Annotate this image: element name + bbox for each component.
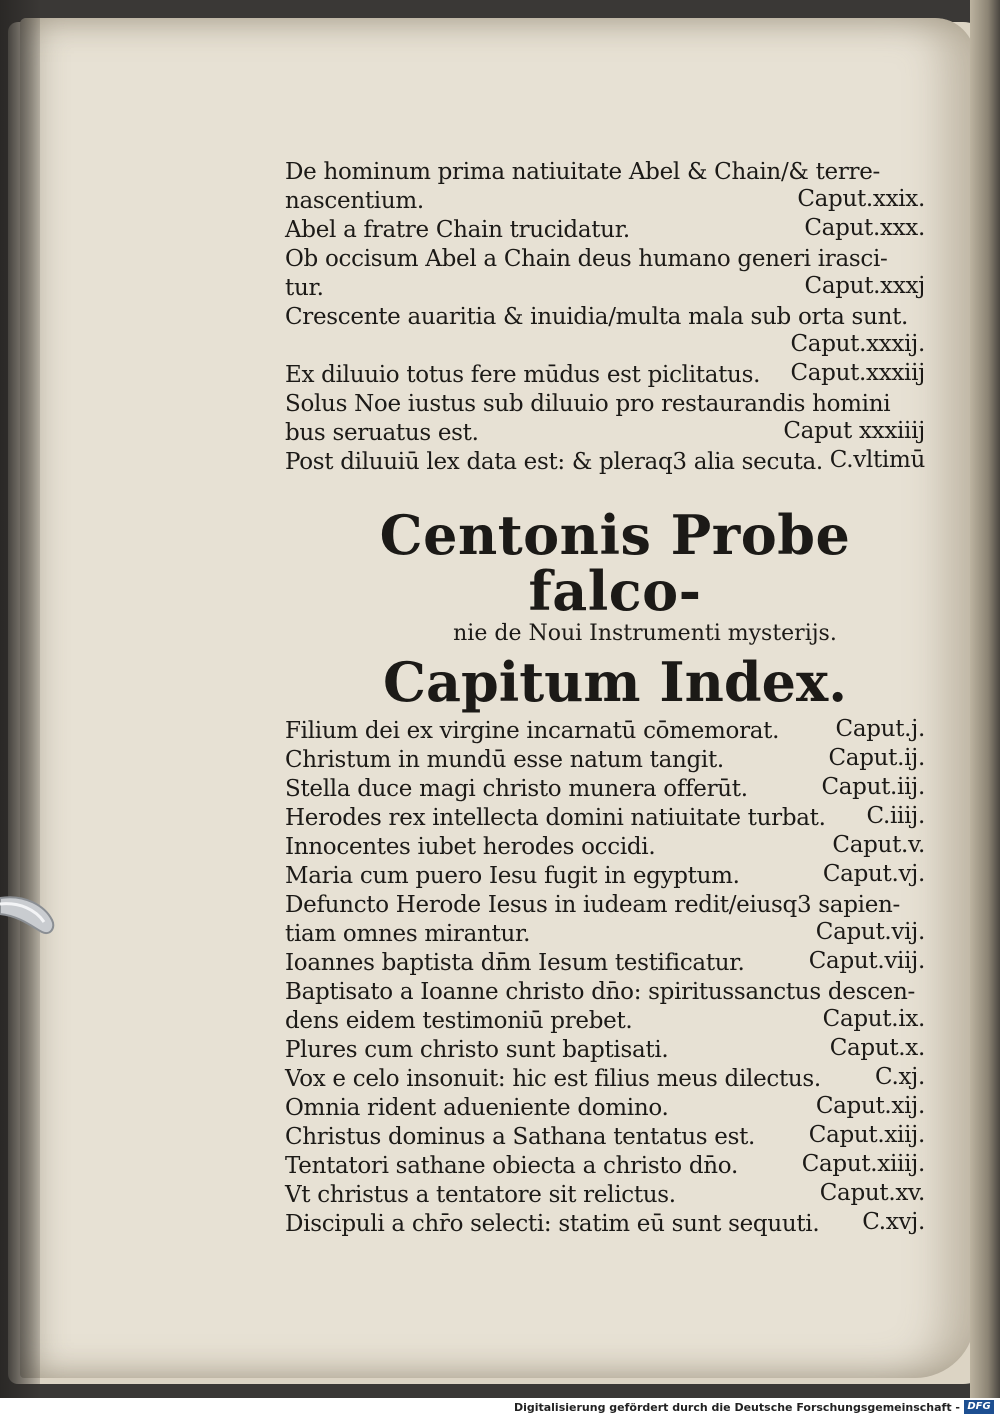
index-line: Baptisato a Ioanne christo dn̄o: spiritussanctus descen- (285, 979, 915, 1005)
index-line: Vox e celo insonuit: hic est filius meus dilectus. C.xj. (285, 1064, 925, 1092)
spine-shadow (0, 0, 40, 1398)
index-line: Tentatori sathane obiecta a christo dn̄o. Caput.xiiij. (285, 1151, 925, 1179)
index-heading: Capitum Index. (382, 650, 847, 714)
index-line: Solus Noe iustus sub diluuio pro restaurandis homini (285, 391, 891, 417)
page-clip-icon (0, 892, 55, 940)
index-line: Discipuli a chr̄o selecti: statim eū sunt sequuti. C.xvj. (285, 1209, 925, 1237)
index-line: Plures cum christo sunt baptisati. Caput.x. (285, 1035, 925, 1063)
index-line: Vt christus a tentatore sit relictus. Caput.xv. (285, 1180, 925, 1208)
index-line: Post diluuiū lex data est: & pleraq3 alia secuta. C.vltimū (285, 447, 925, 475)
index-line: Ob occisum Abel a Chain deus humano generi irasci- (285, 246, 888, 272)
index-line: Filium dei ex virgine incarnatū cōmemorat. Caput.j. (285, 716, 925, 744)
footer-bar (0, 1398, 1000, 1418)
index-line: Ex diluuio totus fere mūdus est piclitatus. Caput.xxxiij (285, 360, 925, 388)
index-line: Christus dominus a Sathana tentatus est. Caput.xiij. (285, 1122, 925, 1150)
index-line: bus seruatus est. Caput xxxiiij (285, 418, 925, 446)
index-line: Abel a fratre Chain trucidatur. Caput.xxx. (285, 215, 925, 243)
index-line: Ioannes baptista dn̄m Iesum testificatur. Caput.viij. (285, 948, 925, 976)
index-line: Omnia rident adueniente domino. Caput.xij. (285, 1093, 925, 1121)
index-line: dens eidem testimoniū prebet. Caput.ix. (285, 1006, 925, 1034)
index-line: Stella duce magi christo munera offerūt. Caput.iij. (285, 774, 925, 802)
index-line: tur. Caput.xxxj (285, 273, 925, 301)
index-line: Crescente auaritia & inuidia/multa mala sub orta sunt. (285, 304, 909, 330)
index-text (285, 158, 945, 1239)
index-line: nascentium. Caput.xxix. (285, 186, 925, 214)
dfg-logo[interactable]: DFG (964, 1400, 994, 1414)
index-line: De hominum prima natiuitate Abel & Chain/& terre- (285, 159, 881, 185)
index-line: Maria cum puero Iesu fugit in egyptum. Caput.vj. (285, 861, 925, 889)
index-line: Defuncto Herode Iesus in iudeam redit/eiusq3 sapien- (285, 892, 900, 918)
funding-notice: Digitalisierung gefördert durch die Deutsche Forschungsgemeinschaft - (513, 1401, 960, 1414)
index-line: Herodes rex intellecta domini natiuitate turbat. C.iiij. (285, 803, 925, 831)
section-subtitle: nie de Noui Instrumenti mysterijs. (453, 621, 837, 646)
index-line: Innocentes iubet herodes occidi. Caput.v. (285, 832, 925, 860)
index-line: tiam omnes mirantur. Caput.vij. (285, 919, 925, 947)
section-title: Centonis Probe falco- (379, 503, 851, 623)
page-edge (970, 0, 1000, 1398)
index-line: Caput.xxxij. (790, 331, 925, 357)
index-line: Christum in mundū esse natum tangit. Caput.ij. (285, 745, 925, 773)
